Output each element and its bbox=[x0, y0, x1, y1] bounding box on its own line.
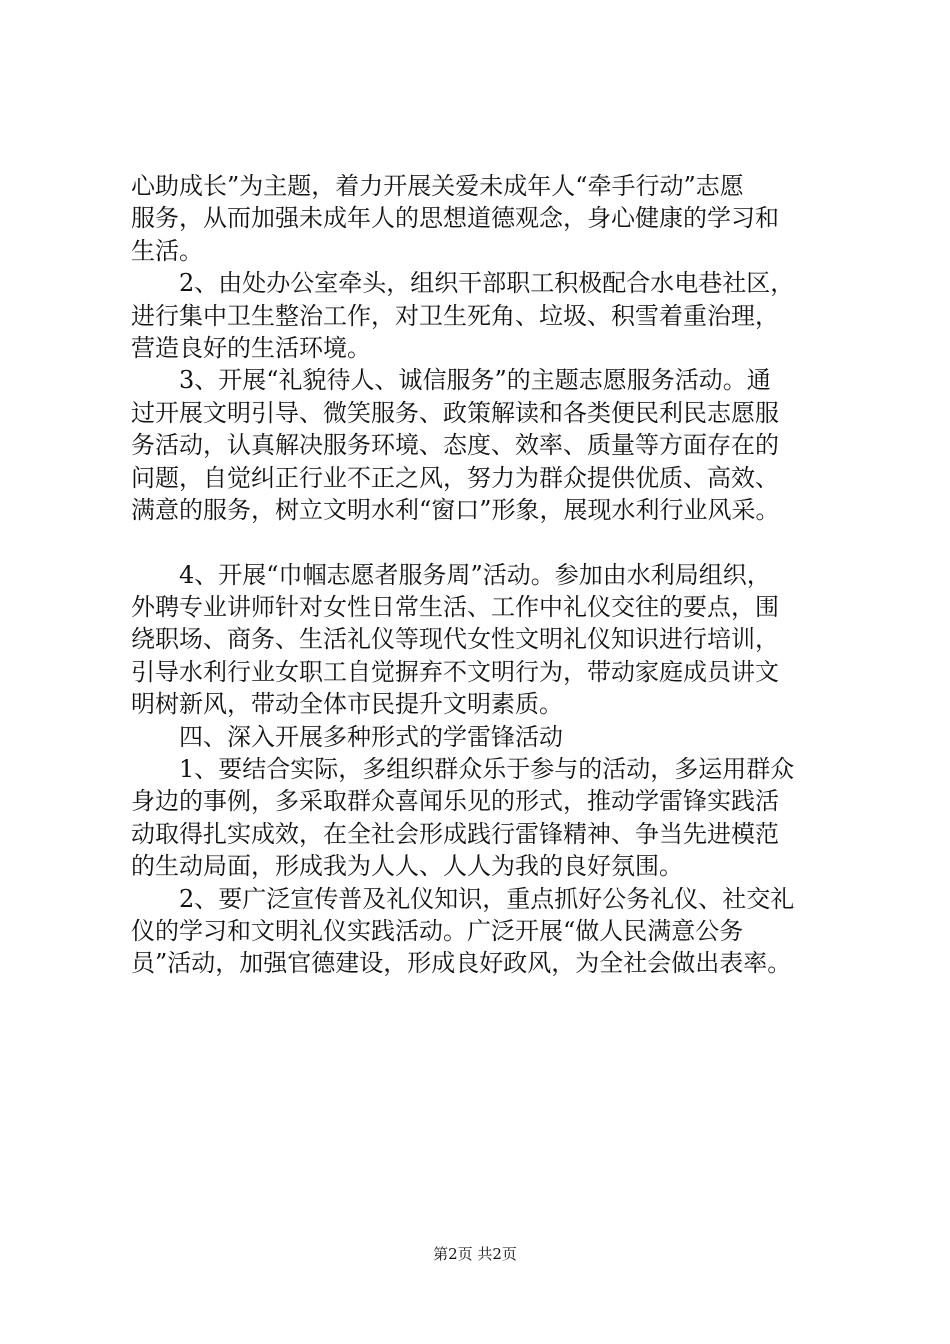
text-line: 进行集中卫生整治工作，对卫生死角、垃圾、积雪着重治理， bbox=[131, 301, 779, 330]
text-line: 4、开展“巾帼志愿者服务周”活动。参加由水利局组织， bbox=[131, 560, 771, 589]
text-line: 仪的学习和文明礼仪实践活动。广泛开展“做人民满意公务 bbox=[131, 916, 744, 945]
text-line: 务活动，认真解决服务环境、态度、效率、质量等方面存在的 bbox=[131, 431, 779, 460]
text-line: 问题，自觉纠正行业不正之风，努力为群众提供优质、高效、 bbox=[131, 463, 779, 492]
text-line: 服务，从而加强未成年人的思想道德观念，身心健康的学习和 bbox=[131, 204, 779, 233]
text-line: 心助成长”为主题，着力开展关爱未成年人“牵手行动”志愿 bbox=[131, 172, 744, 200]
document-body bbox=[131, 170, 831, 980]
text-line: 营造良好的生活环境。 bbox=[131, 333, 371, 362]
paragraph-gap bbox=[131, 526, 831, 558]
text-line: 2、由处办公室牵头，组织干部职工积极配合水电巷社区， bbox=[131, 269, 795, 298]
text-line: 2、要广泛宣传普及礼仪知识，重点抓好公务礼仪、社交礼 bbox=[131, 884, 795, 913]
text-line: 明树新风，带动全体市民提升文明素质。 bbox=[131, 690, 563, 719]
page-number-footer: 第2页 共2页 bbox=[433, 1245, 517, 1263]
text-line: 动取得扎实成效，在全社会形成践行雷锋精神、争当先进模范 bbox=[131, 819, 779, 848]
text-line: 引导水利行业女职工自觉摒弃不文明行为，带动家庭成员讲文 bbox=[131, 657, 779, 686]
text-line: 外聘专业讲师针对女性日常生活、工作中礼仪交往的要点，围 bbox=[131, 593, 779, 622]
text-line: 3、开展“礼貌待人、诚信服务”的主题志愿服务活动。通 bbox=[131, 366, 771, 395]
text-line: 生活。 bbox=[131, 236, 203, 265]
text-line: 满意的服务，树立文明水利“窗口”形象，展现水利行业风采。 bbox=[131, 495, 780, 524]
section-heading: 四、深入开展多种形式的学雷锋活动 bbox=[131, 722, 563, 751]
text-line: 的生动局面，形成我为人人、人人为我的良好氛围。 bbox=[131, 852, 683, 881]
text-line: 绕职场、商务、生活礼仪等现代女性文明礼仪知识进行培训， bbox=[131, 625, 779, 654]
text-line: 身边的事例，多采取群众喜闻乐见的形式，推动学雷锋实践活 bbox=[131, 787, 779, 816]
text-line: 员”活动，加强官德建设，形成良好政风，为全社会做出表率。 bbox=[131, 949, 792, 978]
text-line: 过开展文明引导、微笑服务、政策解读和各类便民利民志愿服 bbox=[131, 398, 779, 427]
text-line: 1、要结合实际，多组织群众乐于参与的活动，多运用群众 bbox=[131, 755, 795, 784]
